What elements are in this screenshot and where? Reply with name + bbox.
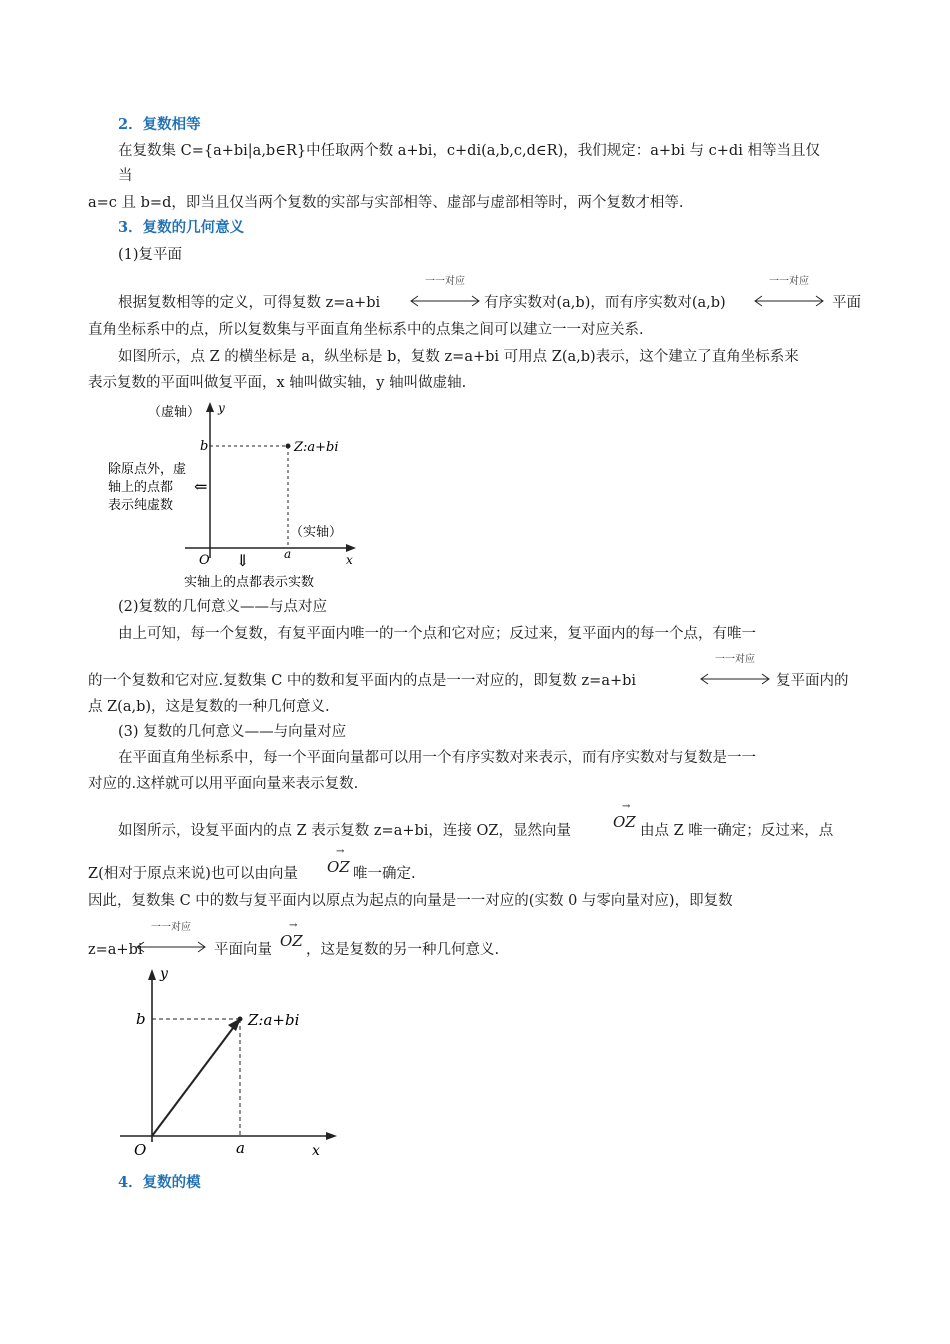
vector-oz bbox=[280, 920, 303, 950]
s3-p5a: 如图所示，设复平面内的点 Z 表示复数 z=a+bi，连接 OZ，显然向量 bbox=[118, 823, 571, 839]
y-label: y bbox=[218, 401, 225, 415]
a-label: a bbox=[236, 1139, 245, 1157]
s3-p3a: 由上可知，每一个复数，有复平面内唯一的一个点和它对应；反过来，复平面内的每一个点，有唯一 bbox=[118, 626, 756, 642]
s3-p2b: 表示复数的平面叫做复平面，x 轴叫做实轴，y 轴叫做虚轴. bbox=[88, 375, 467, 391]
b-label: b bbox=[136, 1010, 146, 1028]
note-bottom: 实轴上的点都表示实数 bbox=[184, 575, 315, 590]
vector-mark: → bbox=[622, 801, 631, 812]
s2-line2: 当 bbox=[118, 168, 133, 184]
a-label: a bbox=[284, 547, 292, 561]
double-arrow-icon bbox=[698, 668, 772, 690]
point-label: Z:a+bi bbox=[294, 440, 339, 455]
b-label: b bbox=[200, 439, 209, 454]
s3-p4b: 对应的.这样就可以用平面向量来表示复数. bbox=[88, 776, 359, 792]
vector-name: OZ bbox=[280, 932, 303, 950]
note-left-2: 轴上的点都 bbox=[108, 480, 174, 495]
vector-oz-line bbox=[152, 1024, 236, 1136]
s3-p7c: ，这是复数的另一种几何意义. bbox=[306, 942, 500, 958]
y-axis-name: （虚轴） bbox=[148, 405, 201, 420]
s3-p1a: 根据复数相等的定义，可得复数 z=a+bi bbox=[118, 295, 381, 311]
vector-name: OZ bbox=[613, 813, 636, 831]
s3-p2a: 如图所示，点 Z 的横坐标是 a，纵坐标是 b，复数 z=a+bi 可用点 Z(a,b)表示，这个建立了直角坐标系来 bbox=[118, 349, 799, 365]
s2-line3: a=c 且 b=d，即当且仅当两个复数的实部与实部相等、虚部与虚部相等时，两个复数才相等. bbox=[88, 195, 684, 211]
arrow-label: 一一对应 bbox=[151, 922, 191, 933]
s3-p3d: 点 Z(a,b)，这是复数的一种几何意义. bbox=[88, 699, 330, 715]
s3-sub1: (1)复平面 bbox=[118, 247, 183, 263]
double-arrow-icon bbox=[752, 290, 826, 312]
double-arrow-icon bbox=[408, 290, 482, 312]
s3-p1c: 平面 bbox=[832, 295, 861, 311]
s3-p7b: 平面向量 bbox=[214, 942, 272, 958]
s3-p1b: 有序实数对(a,b)，而有序实数对(a,b) bbox=[484, 295, 726, 311]
x-label: x bbox=[346, 553, 353, 567]
s3-sub3: (3) 复数的几何意义——与向量对应 bbox=[118, 724, 347, 740]
note-left-3: 表示纯虚数 bbox=[108, 498, 174, 513]
vector-oz bbox=[613, 801, 636, 831]
section-3-title: 3．复数的几何意义 bbox=[118, 219, 245, 236]
point-z bbox=[286, 444, 291, 449]
correspondence-arrow bbox=[408, 276, 482, 312]
complex-plane-figure bbox=[100, 398, 380, 593]
s3-p4a: 在平面直角坐标系中，每一个平面向量都可以用一个有序实数对来表示，而有序实数对与复数是一一 bbox=[118, 750, 756, 766]
vector-mark: → bbox=[336, 846, 345, 857]
vector-mark: → bbox=[289, 920, 298, 931]
x-label: x bbox=[312, 1143, 320, 1159]
vector-name: OZ bbox=[327, 858, 350, 876]
arrow-label: 一一对应 bbox=[425, 276, 465, 287]
s3-p5c: Z(相对于原点来说)也可以由向量 bbox=[88, 866, 298, 882]
section-2-title: 2．复数相等 bbox=[118, 116, 201, 133]
double-arrow-icon bbox=[134, 936, 208, 958]
point-label: Z:a+bi bbox=[248, 1011, 300, 1029]
origin-label: O bbox=[134, 1141, 147, 1159]
s3-sub2: (2)复数的几何意义——与点对应 bbox=[118, 599, 328, 615]
s3-p5d: 唯一确定. bbox=[353, 866, 416, 882]
s3-p7a: z=a+bi bbox=[88, 942, 143, 958]
s3-p6: 因此，复数集 C 中的数与复平面内以原点为起点的向量是一一对应的(实数 0 与零向量对应)，即复数 bbox=[88, 893, 733, 909]
y-label: y bbox=[160, 966, 168, 982]
arrow-label: 一一对应 bbox=[715, 654, 755, 665]
correspondence-arrow bbox=[134, 922, 208, 958]
correspondence-arrow bbox=[698, 654, 772, 690]
s3-p3b: 的一个复数和它对应.复数集 C 中的数和复平面内的点是一一对应的，即复数 z=a+bi bbox=[88, 673, 637, 689]
x-axis-name: （实轴） bbox=[290, 525, 343, 540]
s3-p1d: 直角坐标系中的点，所以复数集与平面直角坐标系中的点集之间可以建立一一对应关系. bbox=[88, 322, 644, 338]
s3-p3c: 复平面内的 bbox=[776, 673, 849, 689]
s3-p5b: 由点 Z 唯一确定；反过来，点 bbox=[640, 823, 834, 839]
x-axis-arrow-icon bbox=[326, 1132, 337, 1140]
correspondence-arrow bbox=[752, 276, 826, 312]
arrow-label: 一一对应 bbox=[769, 276, 809, 287]
x-axis-arrow-icon bbox=[346, 544, 356, 552]
section-4-title: 4．复数的模 bbox=[118, 1174, 201, 1191]
y-axis-arrow-icon bbox=[148, 969, 156, 980]
s2-line1: 在复数集 C={a+bi|a,b∈R}中任取两个数 a+bi，c+di(a,b,c,d∈R)，我们规定：a+bi 与 c+di 相等当且仅 bbox=[118, 143, 820, 159]
vector-plane-figure bbox=[110, 962, 350, 1167]
note-left-1: 除原点外，虚 bbox=[108, 462, 187, 477]
left-arrow-icon: ⇐ bbox=[194, 477, 208, 496]
y-axis-arrow-icon bbox=[206, 402, 214, 412]
origin-label: O bbox=[199, 553, 210, 568]
down-arrow-icon: ⇓ bbox=[236, 551, 250, 570]
vector-oz bbox=[327, 846, 350, 876]
point-z bbox=[238, 1017, 243, 1022]
